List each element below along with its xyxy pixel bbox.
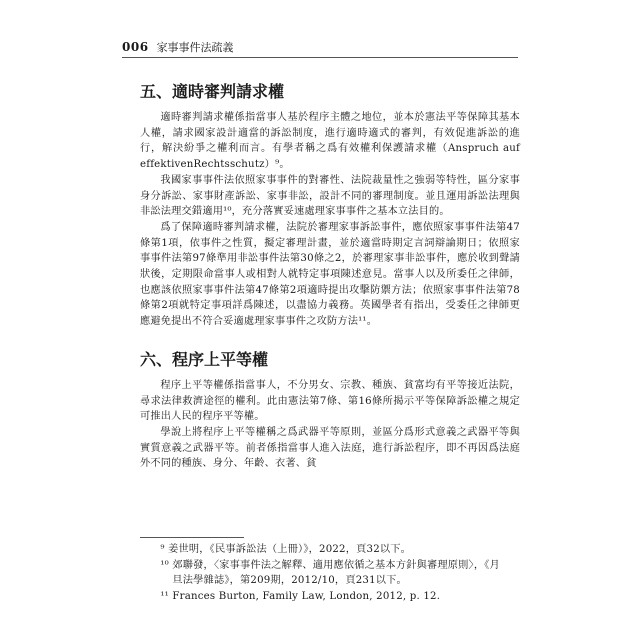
body-text	[140, 82, 520, 472]
running-header	[122, 38, 512, 56]
footnotes	[140, 542, 520, 605]
footnote-9: ⁹ 姜世明，《民事訴訟法（上冊）》，2022，頁32以下。	[160, 544, 412, 555]
section-5-paragraph-2: 我國家事事件法依照家事事件的對審性、法院裁量性之強弱等特性，區分家事身分訴訟、家事財產訴訟、家事非訟，設計不同的審理制度。並且運用訴訟法理與非訟法理交錯適用¹⁰，充分落實妥速處理家事事件之基本立法目的。	[140, 174, 520, 218]
book-title: 家事事件法疏義	[156, 41, 234, 54]
footnote-10-continuation: 旦法學雜誌》，第209期，2012/10，頁231以下。	[172, 575, 407, 587]
section-5-paragraph-1: 適時審判請求權係指當事人基於程序主體之地位，並本於憲法平等保障其基本人權，請求國家設計適當的訴訟制度，進行適時適式的審判，有效促進訴訟的進行，解決紛爭之權利而言。有學者稱之爲有效權利保護請求權（Anspruch auf effektivenRechtsschutz）⁹。	[140, 112, 520, 171]
page-number: 006	[122, 40, 149, 54]
section-5-paragraph-3: 爲了保障適時審判請求權，法院於審理家事訴訟事件，應依照家事事件法第47條第1項，依事件之性質，擬定審理計畫，並於適當時期定言詞辯論期日；依照家事事件法第97條準用非訟事件法第30條之2，於審理家事非訟事件，應於收到聲請狀後，定期限命當事人或相對人就特定事項陳述意見。當事人以及所委任之律師，也應該依照家事事件法第47條第2項適時提出攻擊防禦方法；依照家事事件法第78條第2項就特定事項詳爲陳述，以盡協力義務。英國學者有指出，受委任之律師更應避免提出不符合妥適處理家事事件之攻防方法¹¹。	[140, 221, 520, 328]
section-6-paragraph-2: 學說上將程序上平等權稱之爲武器平等原則，並區分爲形式意義之武器平等與實質意義之武器平等。前者係指當事人進入法庭，進行訴訟程序，即不再因爲法庭外不同的種族、身分、年齡、衣著、貧	[140, 426, 520, 470]
footnote-rule	[140, 537, 244, 538]
footnote-11: ¹¹ Frances Burton, Family Law, London, 2012, p. 12.	[160, 591, 441, 603]
section-heading-5: 五、適時審判請求權	[140, 82, 285, 101]
footnote-10: ¹⁰ 郊聯發，〈家事事件法之解釋、適用應依循之基本方針與審理原則〉，《月	[160, 559, 500, 571]
section-heading-6: 六、程序上平等權	[140, 349, 269, 369]
section-6-paragraph-1: 程序上平等權係指當事人，不分男女、宗教、種族、貧富均有平等接近法院，尋求法律救濟途徑的權利。此由憲法第7條、第16條所揭示平等保障訴訟權之規定可推出人民的程序平等權。	[140, 379, 520, 423]
header-rule	[122, 57, 518, 58]
